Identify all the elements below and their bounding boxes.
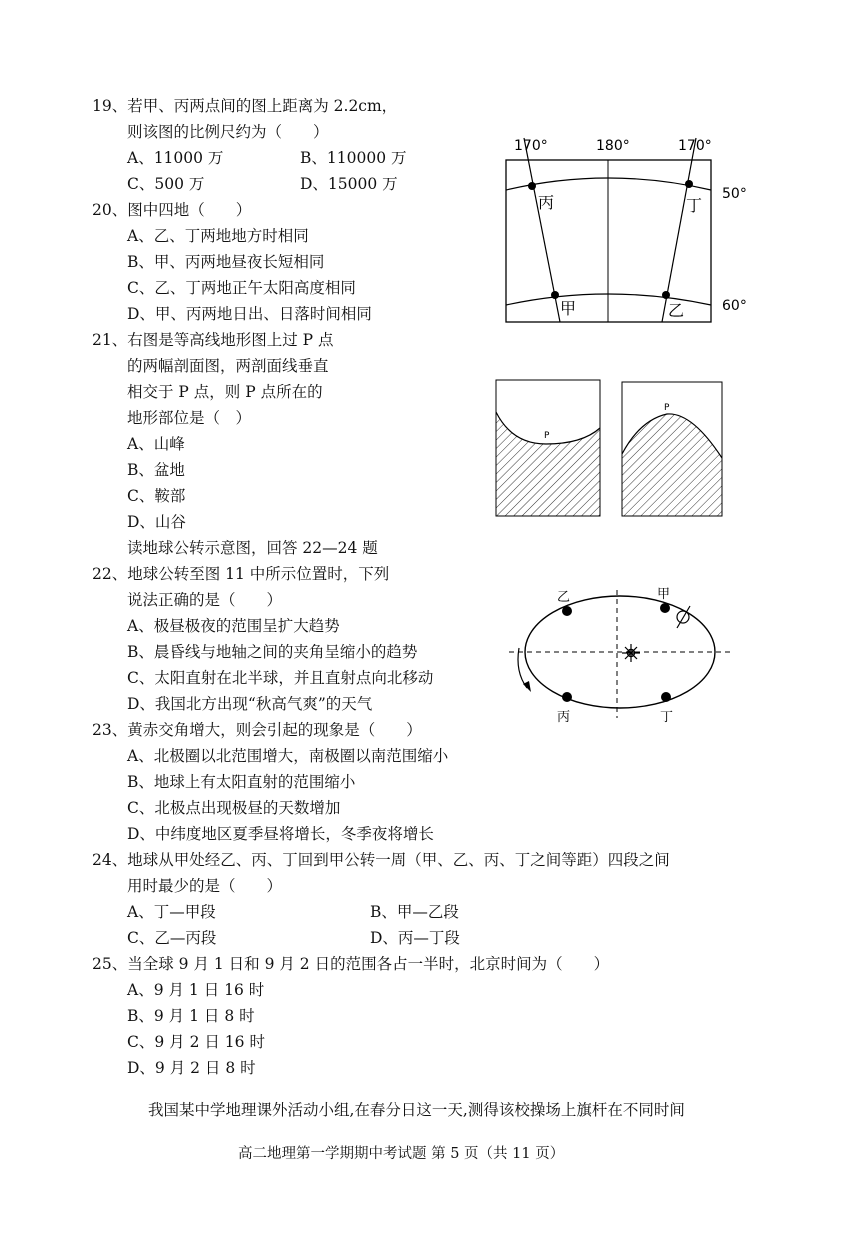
- sun-icon: [622, 644, 640, 662]
- profile-left-fill: [496, 412, 600, 516]
- q23-stem: 23、黄赤交角增大，则会引起的现象是（ ）: [92, 721, 422, 739]
- latlong-map-svg: [500, 130, 762, 330]
- q19-option-a: A、11000 万: [127, 149, 224, 167]
- lon-center-label: 180°: [596, 138, 630, 154]
- q19-stem: 19、若甲、丙两点间的图上距离为 2.2cm，: [92, 97, 398, 115]
- q25-stem: 25、当全球 9 月 1 日和 9 月 2 日的范围各占一半时，北京时间为（ ）: [92, 955, 610, 973]
- q20-stem: 20、图中四地（ ）: [92, 201, 252, 219]
- orbit-svg: [505, 582, 735, 730]
- q21-stem-line2: 的两幅剖面图，两剖面线垂直: [127, 357, 329, 375]
- terrain-profile-svg: [462, 372, 732, 522]
- q22-option-b: B、晨昏线与地轴之间的夹角呈缩小的趋势: [127, 643, 418, 661]
- q23-option-d: D、中纬度地区夏季昼将增长，冬季夜将增长: [127, 825, 434, 843]
- q19-option-b: B、110000 万: [300, 149, 407, 167]
- point-bing-dot: [528, 182, 536, 190]
- lat-top-label: 50°: [722, 186, 747, 202]
- lon-left-label: 170°: [514, 138, 548, 154]
- q22-stem-line2: 说法正确的是（ ）: [127, 591, 283, 609]
- q24-stem: 24、地球从甲处经乙、丙、丁回到甲公转一周（甲、乙、丙、丁之间等距）四段之间: [92, 851, 670, 869]
- point-yi-label: 乙: [668, 301, 685, 320]
- q20-option-d: D、甲、丙两地日出、日落时间相同: [127, 305, 372, 323]
- lon-right-label: 170°: [678, 138, 712, 154]
- latlong-map-figure: [500, 130, 762, 330]
- point-bing-label: 丙: [538, 193, 555, 212]
- q19-stem-line2: 则该图的比例尺约为（ ）: [127, 123, 329, 141]
- q23-option-c: C、北极点出现极昼的天数增加: [127, 799, 341, 817]
- q22-option-d: D、我国北方出现“秋高气爽”的天气: [127, 695, 373, 713]
- q19-option-d: D、15000 万: [300, 175, 398, 193]
- q24-option-b: B、甲—乙段: [370, 903, 459, 921]
- orbit-figure: [505, 582, 735, 730]
- q19-option-c: C、500 万: [127, 175, 205, 193]
- point-ding-label: 丁: [686, 196, 703, 215]
- q24-stem-line2: 用时最少的是（ ）: [127, 877, 283, 895]
- q20-option-b: B、甲、丙两地昼夜长短相同: [127, 253, 325, 271]
- q25-option-a: A、9 月 1 日 16 时: [127, 981, 265, 999]
- pos-jia-dot: [660, 603, 670, 613]
- profile-left-p-label: P: [544, 431, 550, 441]
- profile-right-p-label: P: [664, 403, 670, 413]
- pos-ding-label: 丁: [660, 710, 674, 725]
- q21-option-d: D、山谷: [127, 513, 186, 531]
- point-yi-dot: [662, 291, 670, 299]
- q22-option-c: C、太阳直射在北半球，并且直射点向北移动: [127, 669, 434, 687]
- q22-stem: 22、地球公转至图 11 中所示位置时，下列: [92, 565, 390, 583]
- point-jia-dot: [551, 291, 559, 299]
- q21-option-a: A、山峰: [127, 435, 185, 453]
- q20-option-c: C、乙、丁两地正午太阳高度相同: [127, 279, 356, 297]
- trailing-paragraph: 我国某中学地理课外活动小组,在春分日这一天,测得该校操场上旗杆在不同时间: [148, 1101, 685, 1119]
- pos-yi-label: 乙: [557, 590, 571, 605]
- terrain-profile-figure: [462, 372, 732, 522]
- q21-stem: 21、右图是等高线地形图上过 P 点: [92, 331, 334, 349]
- q21-option-b: B、盆地: [127, 461, 185, 479]
- pos-jia-label: 甲: [657, 587, 671, 602]
- q24-option-d: D、丙—丁段: [370, 929, 460, 947]
- q21-option-c: C、鞍部: [127, 487, 186, 505]
- q25-option-b: B、9 月 1 日 8 时: [127, 1007, 255, 1025]
- q21-stem-line3: 相交于 P 点，则 P 点所在的: [127, 383, 323, 401]
- pos-ding-dot: [661, 692, 671, 702]
- q25-option-c: C、9 月 2 日 16 时: [127, 1033, 265, 1051]
- profile-left: [496, 380, 600, 516]
- intro-22-24: 读地球公转示意图，回答 22—24 题: [127, 539, 378, 557]
- pos-yi-dot: [562, 606, 572, 616]
- q25-option-d: D、9 月 2 日 8 时: [127, 1059, 256, 1077]
- q23-option-b: B、地球上有太阳直射的范围缩小: [127, 773, 356, 791]
- q21-stem-line4: 地形部位是（ ）: [127, 409, 252, 427]
- earth-axis-icon: [677, 606, 690, 628]
- profile-right-fill: [622, 414, 722, 516]
- q24-option-c: C、乙—丙段: [127, 929, 217, 947]
- lat-bottom-label: 60°: [722, 298, 747, 314]
- q20-option-a: A、乙、丁两地地方时相同: [127, 227, 309, 245]
- pos-bing-label: 丙: [557, 710, 571, 725]
- point-ding-dot: [685, 180, 693, 188]
- pos-bing-dot: [562, 692, 572, 702]
- point-jia-label: 甲: [560, 299, 577, 318]
- page-footer: 高二地理第一学期期中考试题 第 5 页（共 11 页）: [238, 1146, 565, 1162]
- q22-option-a: A、极昼极夜的范围呈扩大趋势: [127, 617, 340, 635]
- profile-right: [622, 382, 722, 516]
- q24-option-a: A、丁—甲段: [127, 903, 216, 921]
- q23-option-a: A、北极圈以北范围增大，南极圈以南范围缩小: [127, 747, 449, 765]
